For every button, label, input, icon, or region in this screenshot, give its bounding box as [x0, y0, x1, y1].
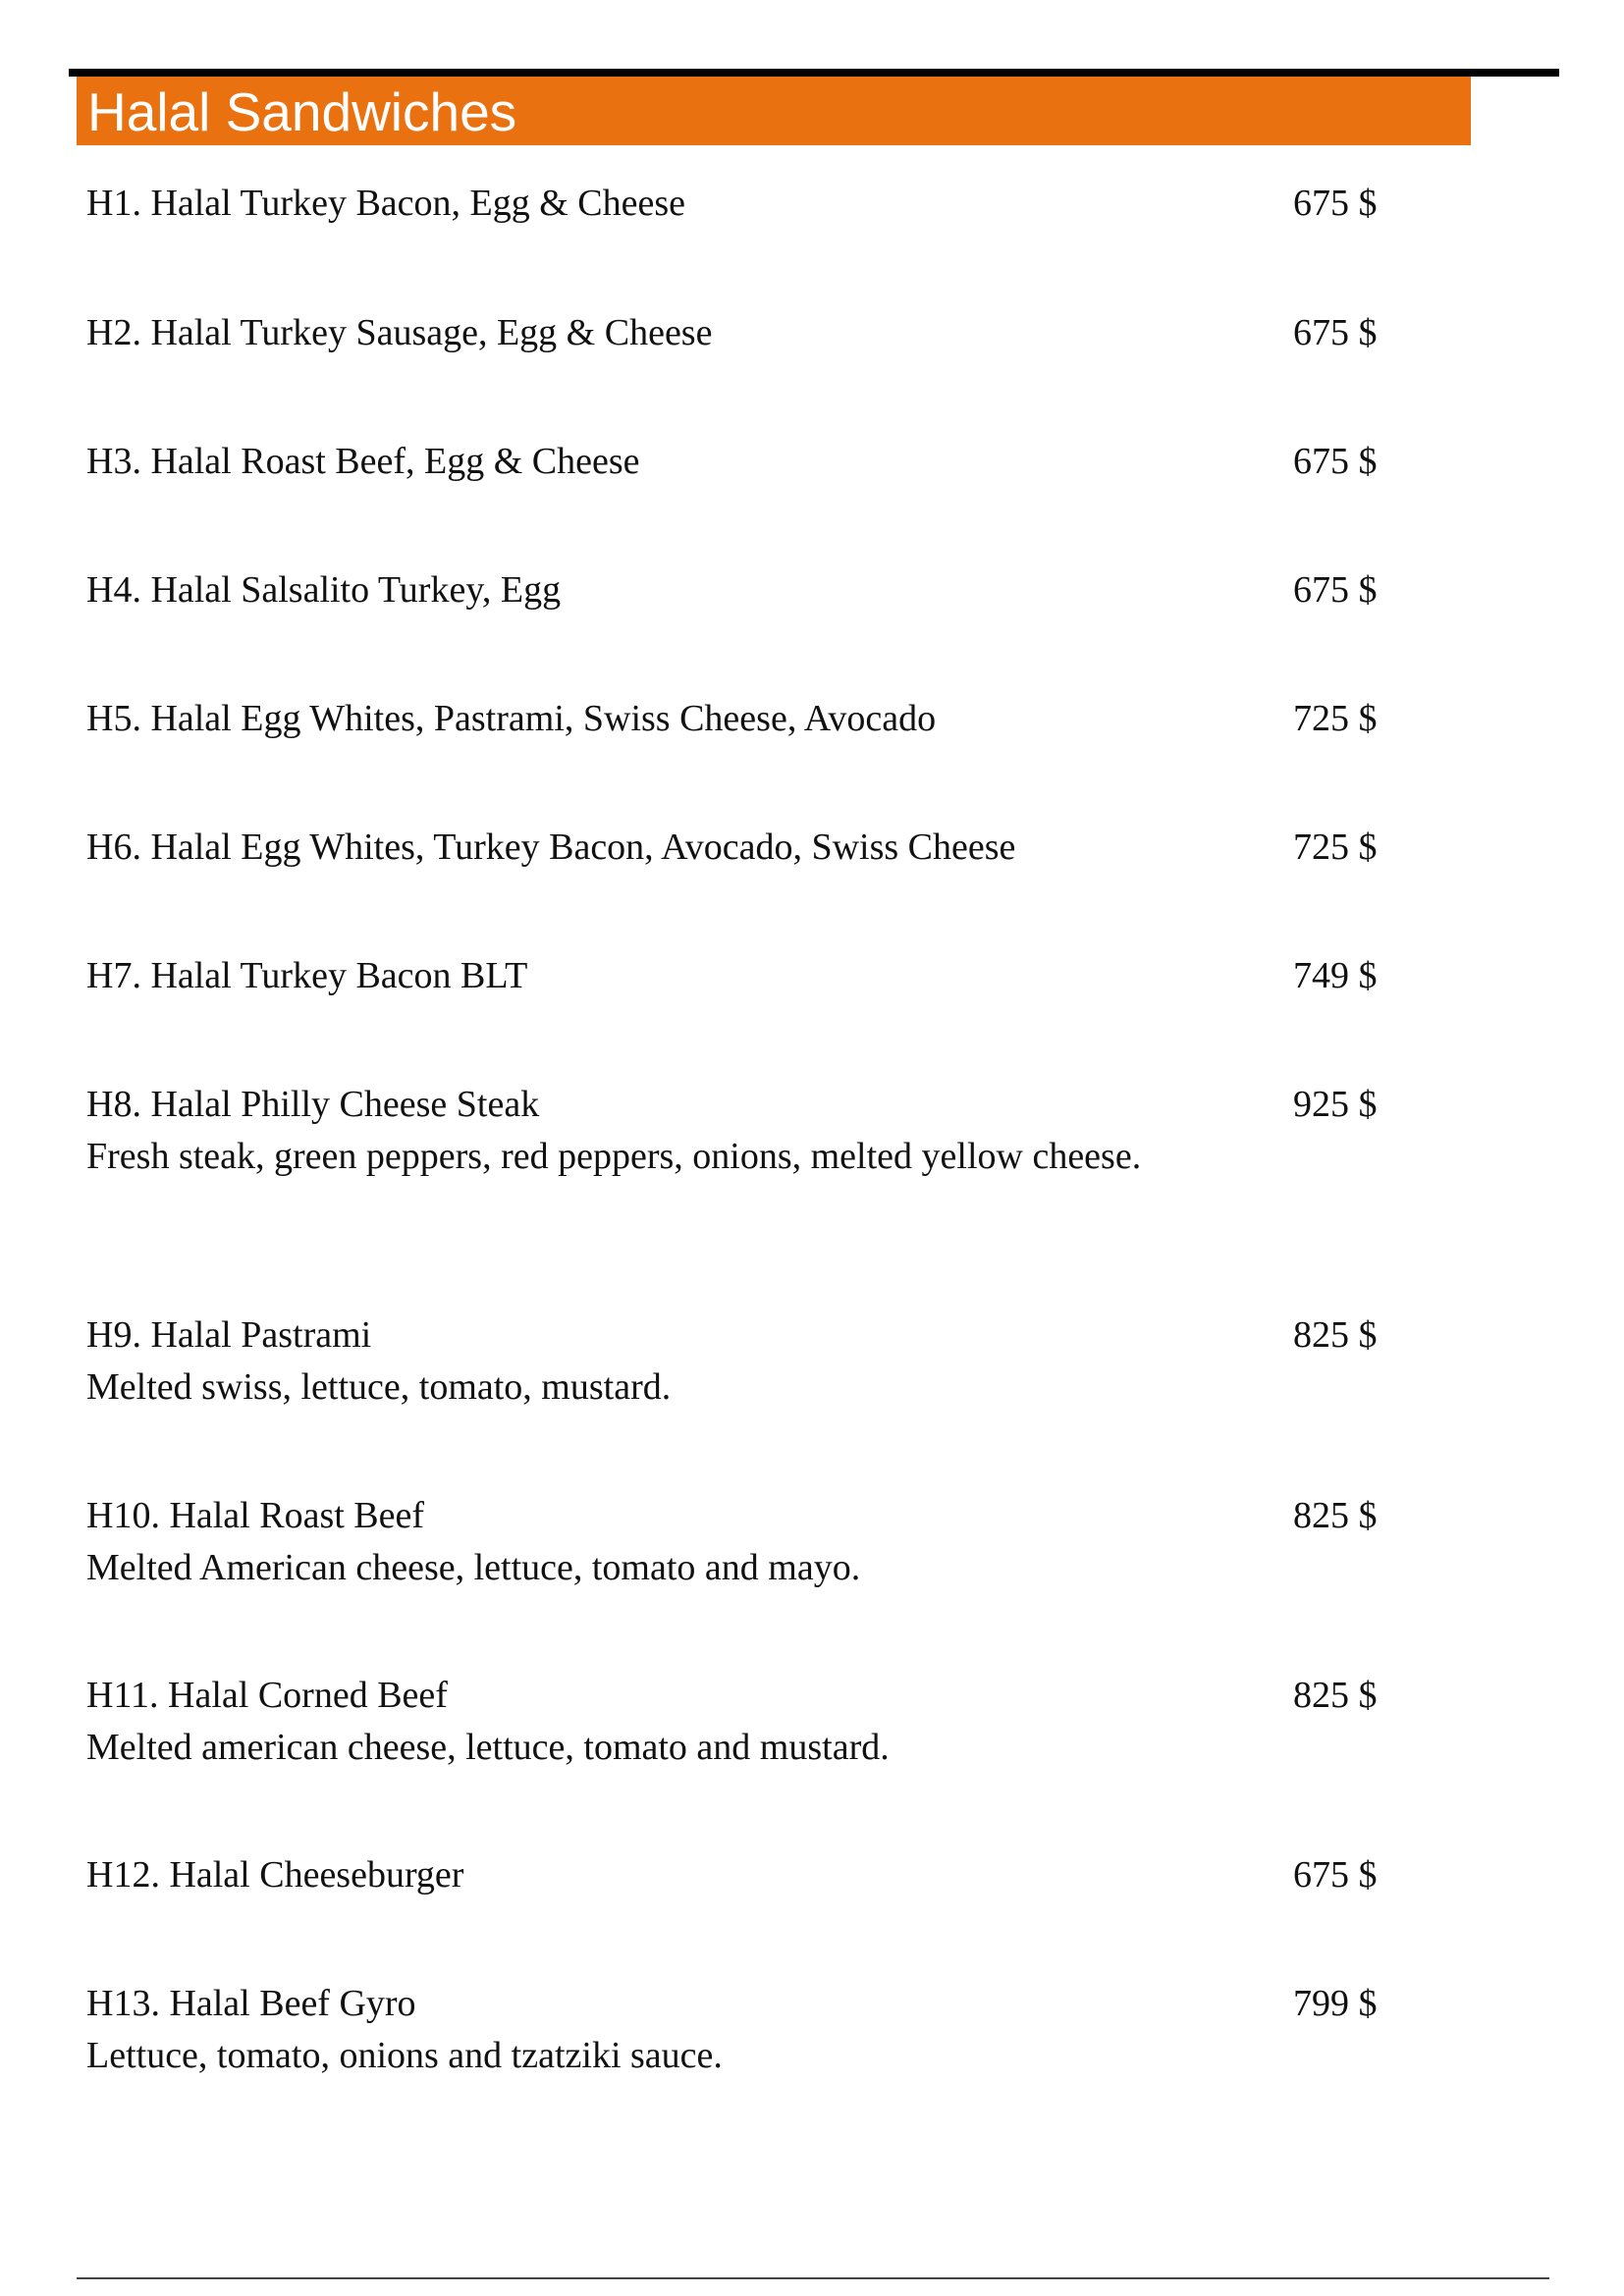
item-name: H11. Halal Corned Beef [86, 1675, 448, 1716]
item-price: 725 $ [1293, 698, 1378, 739]
item-name: H2. Halal Turkey Sausage, Egg & Cheese [86, 312, 713, 353]
item-price: 675 $ [1293, 441, 1378, 482]
item-price: 675 $ [1293, 312, 1378, 353]
item-price: 825 $ [1293, 1314, 1378, 1356]
item-price: 825 $ [1293, 1495, 1378, 1536]
item-description: Melted swiss, lettuce, tomato, mustard. [86, 1366, 672, 1408]
item-name: H5. Halal Egg Whites, Pastrami, Swiss Cheese, Avocado [86, 698, 937, 739]
item-price: 925 $ [1293, 1084, 1378, 1125]
item-name: H7. Halal Turkey Bacon BLT [86, 955, 528, 996]
item-price: 675 $ [1293, 1854, 1378, 1896]
item-name: H3. Halal Roast Beef, Egg & Cheese [86, 441, 640, 482]
top-divider [69, 69, 1559, 77]
item-name: H12. Halal Cheeseburger [86, 1854, 464, 1896]
bottom-divider [77, 2277, 1549, 2279]
section-title: Halal Sandwiches [87, 81, 517, 142]
item-name: H1. Halal Turkey Bacon, Egg & Cheese [86, 183, 686, 224]
item-description: Fresh steak, green peppers, red peppers, onions, melted yellow cheese. [86, 1136, 1142, 1177]
item-name: H10. Halal Roast Beef [86, 1495, 425, 1536]
item-price: 825 $ [1293, 1675, 1378, 1716]
item-name: H6. Halal Egg Whites, Turkey Bacon, Avocado, Swiss Cheese [86, 827, 1016, 868]
item-name: H8. Halal Philly Cheese Steak [86, 1084, 540, 1125]
item-price: 749 $ [1293, 955, 1378, 996]
item-price: 675 $ [1293, 183, 1378, 224]
item-name: H4. Halal Salsalito Turkey, Egg [86, 569, 562, 611]
item-name: H13. Halal Beef Gyro [86, 1983, 416, 2024]
item-name: H9. Halal Pastrami [86, 1314, 372, 1356]
section-header [77, 77, 1471, 145]
item-description: Melted American cheese, lettuce, tomato and mayo. [86, 1547, 861, 1588]
item-price: 725 $ [1293, 827, 1378, 868]
item-description: Melted american cheese, lettuce, tomato and mustard. [86, 1727, 890, 1768]
item-price: 675 $ [1293, 569, 1378, 611]
item-price: 799 $ [1293, 1983, 1378, 2024]
item-description: Lettuce, tomato, onions and tzatziki sauce. [86, 2035, 723, 2076]
